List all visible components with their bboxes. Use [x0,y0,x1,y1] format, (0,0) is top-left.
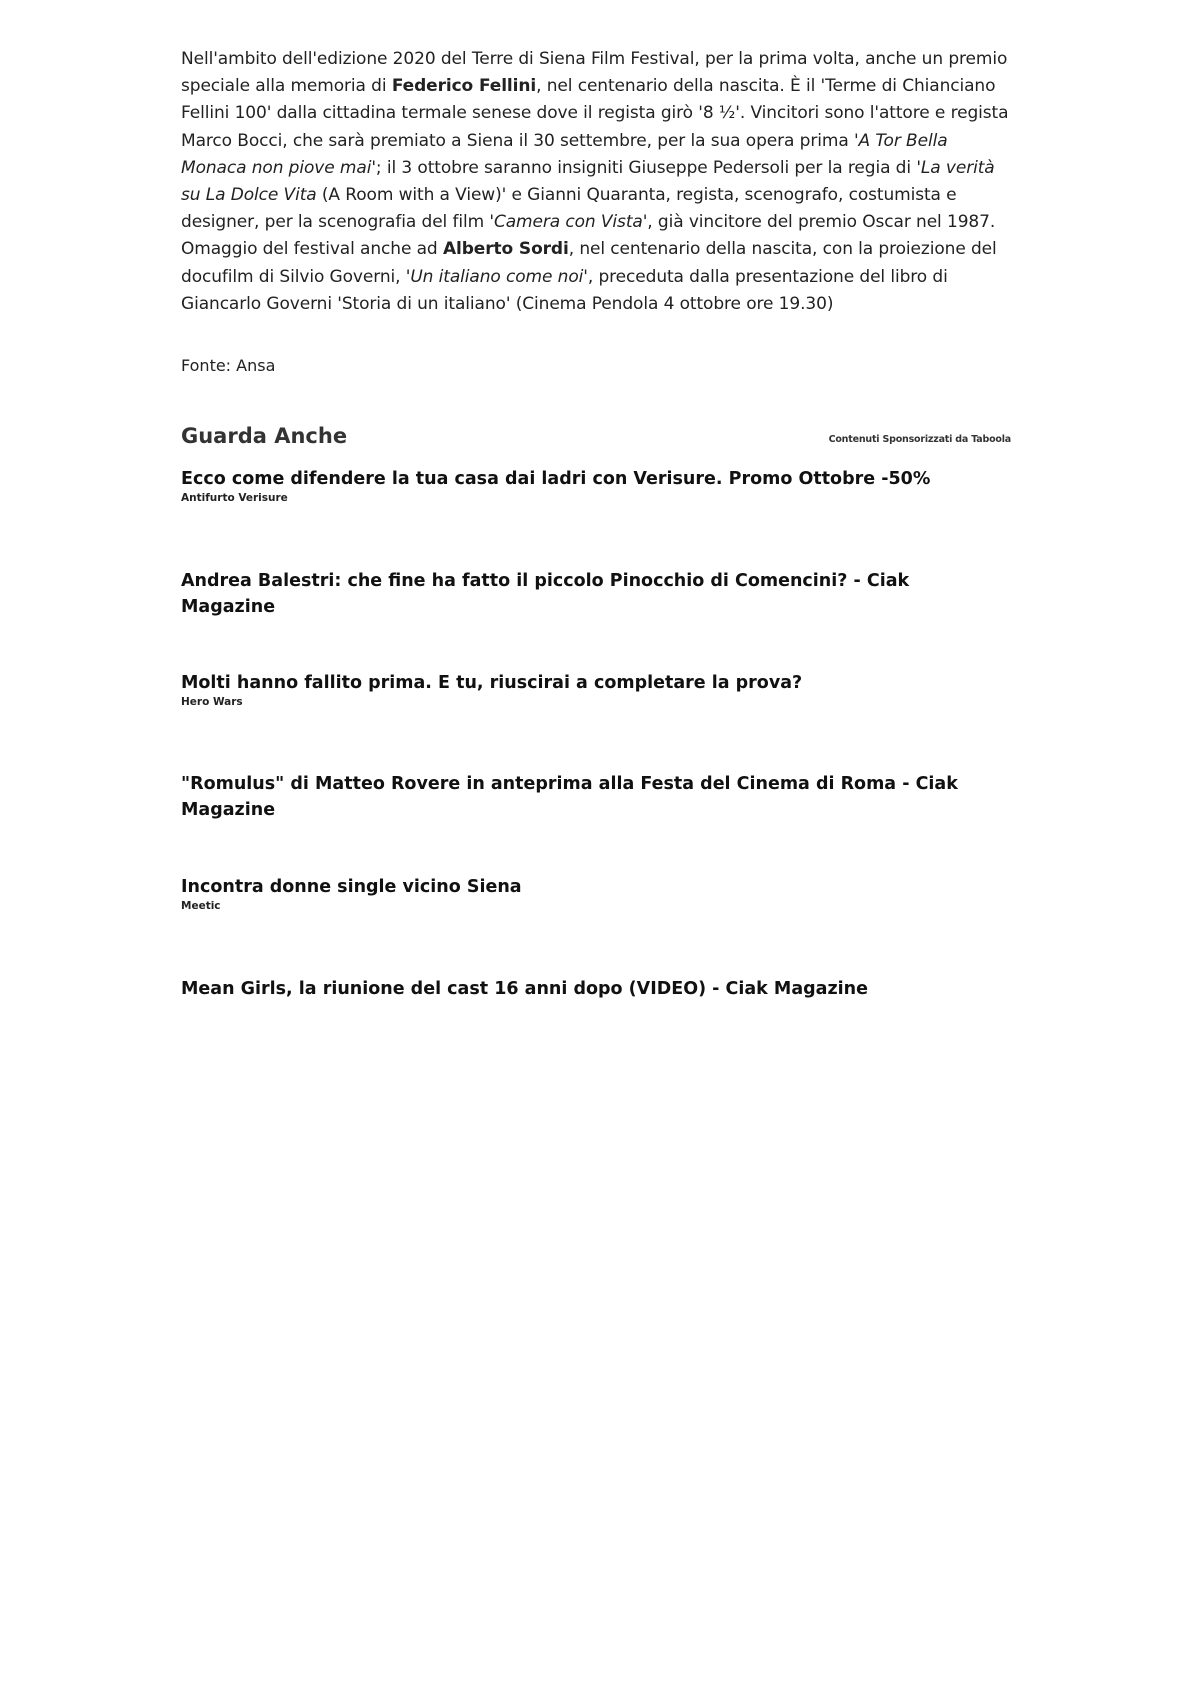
paragraph-text: , preceduta dalla presentazione del libro di Giancarlo Governi 'Storia di un italiano' (Cinema Pendola 4 ottobre ore 19.30) [181,266,948,314]
paragraph-text: ; il 3 ottobre saranno insigniti Giuseppe Pedersoli per la regia di [375,157,917,178]
related-item[interactable] [181,976,971,1002]
related-brand: Meetic [181,900,221,912]
related-title: Guarda Anche [181,424,348,448]
fellini-name: Federico Fellini [391,76,537,97]
paragraph-text: , già vincitore del premio Oscar nel 1987. Omaggio del festival anche ad [181,212,996,260]
related-header [181,424,1011,454]
article-page [181,46,1011,999]
film-title: 'A Tor Bella Monaca non piove mai' [181,130,948,178]
article-paragraph [181,46,1011,318]
paragraph-text: (A Room with a View)' e Gianni Quaranta, regista, scenografo, costumista e designer, per la scenografia del film [181,185,957,233]
related-brand: Hero Wars [181,696,243,708]
related-headline-link[interactable]: "Romulus" di Matteo Rovere in anteprima alla Festa del Cinema di Roma - Ciak Magazine [181,774,958,820]
paragraph-text: , nel centenario della nascita. È il 'Terme di Chianciano Fellini 100' dalla cittadina termale senese dove il regista girò '8 ½'. Vincitori sono l'attore e regista Marco Bocci, che sarà premiato a Siena il 30 settembre, per la sua opera prima [181,76,1009,151]
related-item[interactable] [181,670,971,708]
source-credit: Fonte: Ansa [181,356,276,375]
film-title: 'Camera con Vista' [489,212,648,233]
related-headline-link[interactable]: Ecco come difendere la tua casa dai ladri con Verisure. Promo Ottobre -50% [181,469,931,489]
paragraph-text: Nell'ambito dell'edizione 2020 del Terre di Siena Film Festival, per la prima volta, anche un premio speciale alla memoria di [181,49,1008,97]
related-item[interactable] [181,568,971,620]
related-headline-link[interactable]: Molti hanno fallito prima. E tu, riuscirai a completare la prova? [181,673,803,693]
paragraph-text: , nel centenario della nascita, con la proiezione del docufilm di Silvio Governi, [181,239,997,287]
related-item[interactable] [181,466,971,504]
sponsor-label[interactable]: Contenuti Sponsorizzati da Taboola [828,434,1011,445]
related-headline-link[interactable]: Mean Girls, la riunione del cast 16 anni dopo (VIDEO) - Ciak Magazine [181,979,868,999]
related-item[interactable] [181,874,971,912]
related-brand: Antifurto Verisure [181,492,288,504]
related-headline-link[interactable]: Andrea Balestri: che fine ha fatto il piccolo Pinocchio di Comencini? - Ciak Magazine [181,571,910,617]
sordi-name: Alberto Sordi [442,239,569,260]
film-title: 'Un italiano come noi' [405,266,588,287]
related-item[interactable] [181,771,971,823]
film-title: 'La verità su La Dolce Vita [181,157,995,206]
related-headline-link[interactable]: Incontra donne single vicino Siena [181,877,522,897]
